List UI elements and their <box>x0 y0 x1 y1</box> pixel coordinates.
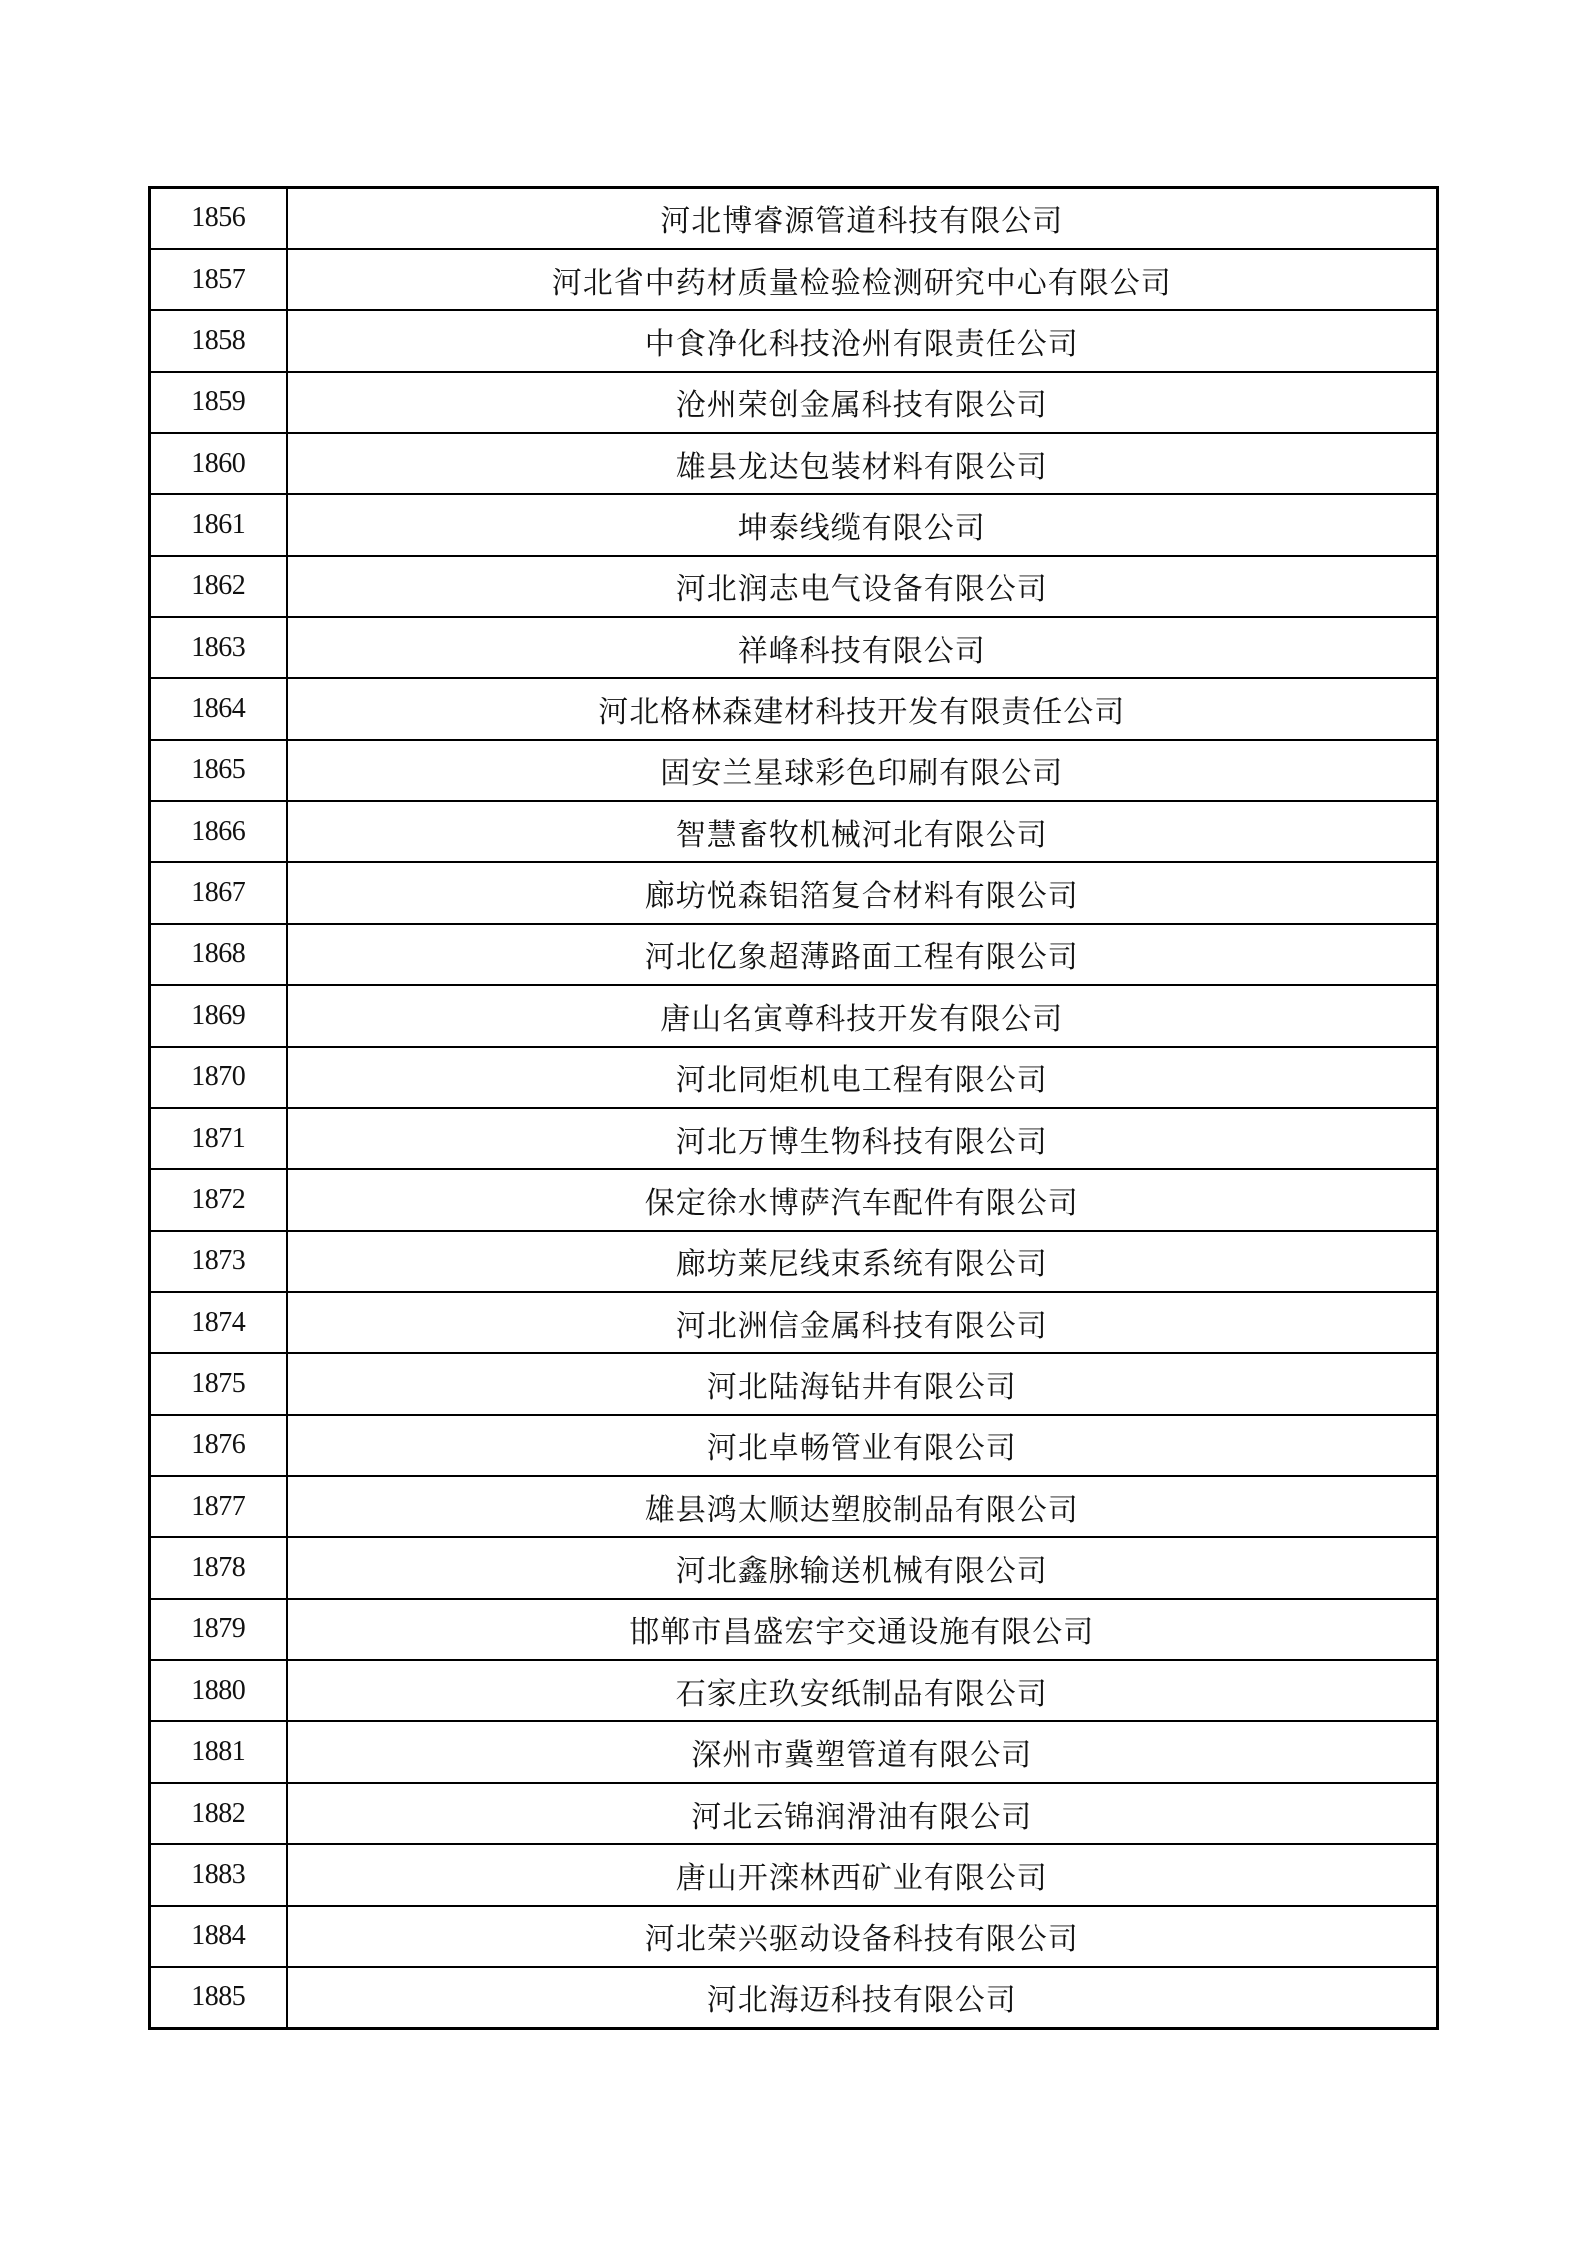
company-name-cell: 河北格林森建材科技开发有限责任公司 <box>287 678 1438 739</box>
table-row <box>150 1292 1438 1353</box>
row-number-cell: 1870 <box>150 1047 287 1108</box>
table-row <box>150 1108 1438 1169</box>
row-number-cell: 1879 <box>150 1599 287 1660</box>
company-name-cell: 唐山名寅尊科技开发有限公司 <box>287 985 1438 1046</box>
row-number-cell: 1862 <box>150 556 287 617</box>
row-number-cell: 1866 <box>150 801 287 862</box>
row-number-cell: 1880 <box>150 1660 287 1721</box>
row-number-cell: 1874 <box>150 1292 287 1353</box>
company-name-cell: 雄县龙达包装材料有限公司 <box>287 433 1438 494</box>
company-name-cell: 河北云锦润滑油有限公司 <box>287 1783 1438 1844</box>
table-row <box>150 924 1438 985</box>
row-number-cell: 1872 <box>150 1169 287 1230</box>
row-number-cell: 1875 <box>150 1353 287 1414</box>
row-number-cell: 1869 <box>150 985 287 1046</box>
table-row <box>150 1415 1438 1476</box>
company-name-cell: 智慧畜牧机械河北有限公司 <box>287 801 1438 862</box>
company-name-cell: 坤泰线缆有限公司 <box>287 494 1438 555</box>
row-number-cell: 1876 <box>150 1415 287 1476</box>
company-name-cell: 河北万博生物科技有限公司 <box>287 1108 1438 1169</box>
table-row <box>150 188 1438 249</box>
table-row <box>150 556 1438 617</box>
row-number-cell: 1873 <box>150 1231 287 1292</box>
row-number-cell: 1859 <box>150 372 287 433</box>
table-row <box>150 1537 1438 1598</box>
company-name-cell: 深州市冀塑管道有限公司 <box>287 1721 1438 1782</box>
table-row <box>150 862 1438 923</box>
company-list-table <box>148 186 1439 2030</box>
company-name-cell: 中食净化科技沧州有限责任公司 <box>287 310 1438 371</box>
table-row <box>150 310 1438 371</box>
row-number-cell: 1882 <box>150 1783 287 1844</box>
table-row <box>150 372 1438 433</box>
table-row <box>150 617 1438 678</box>
company-name-cell: 河北同炬机电工程有限公司 <box>287 1047 1438 1108</box>
table-row <box>150 1231 1438 1292</box>
company-name-cell: 河北卓畅管业有限公司 <box>287 1415 1438 1476</box>
table-row <box>150 1047 1438 1108</box>
table-row <box>150 678 1438 739</box>
company-name-cell: 河北润志电气设备有限公司 <box>287 556 1438 617</box>
row-number-cell: 1865 <box>150 740 287 801</box>
row-number-cell: 1883 <box>150 1844 287 1905</box>
table-row <box>150 433 1438 494</box>
row-number-cell: 1863 <box>150 617 287 678</box>
company-name-cell: 河北博睿源管道科技有限公司 <box>287 188 1438 249</box>
company-name-cell: 河北省中药材质量检验检测研究中心有限公司 <box>287 249 1438 310</box>
company-name-cell: 河北洲信金属科技有限公司 <box>287 1292 1438 1353</box>
table-row <box>150 494 1438 555</box>
row-number-cell: 1885 <box>150 1967 287 2028</box>
table-row <box>150 1599 1438 1660</box>
table-row <box>150 740 1438 801</box>
row-number-cell: 1861 <box>150 494 287 555</box>
company-name-cell: 河北陆海钻井有限公司 <box>287 1353 1438 1414</box>
company-name-cell: 雄县鸿太顺达塑胶制品有限公司 <box>287 1476 1438 1537</box>
row-number-cell: 1878 <box>150 1537 287 1598</box>
row-number-cell: 1858 <box>150 310 287 371</box>
table-row <box>150 249 1438 310</box>
table-row <box>150 1844 1438 1905</box>
company-name-cell: 河北亿象超薄路面工程有限公司 <box>287 924 1438 985</box>
company-name-cell: 河北鑫脉输送机械有限公司 <box>287 1537 1438 1598</box>
company-name-cell: 固安兰星球彩色印刷有限公司 <box>287 740 1438 801</box>
table-row <box>150 985 1438 1046</box>
table-row <box>150 1967 1438 2028</box>
row-number-cell: 1881 <box>150 1721 287 1782</box>
company-name-cell: 祥峰科技有限公司 <box>287 617 1438 678</box>
row-number-cell: 1884 <box>150 1906 287 1967</box>
row-number-cell: 1857 <box>150 249 287 310</box>
row-number-cell: 1867 <box>150 862 287 923</box>
table-row <box>150 1783 1438 1844</box>
row-number-cell: 1868 <box>150 924 287 985</box>
company-name-cell: 唐山开滦林西矿业有限公司 <box>287 1844 1438 1905</box>
company-name-cell: 廊坊悦森铝箔复合材料有限公司 <box>287 862 1438 923</box>
company-name-cell: 沧州荣创金属科技有限公司 <box>287 372 1438 433</box>
table-row <box>150 801 1438 862</box>
company-name-cell: 保定徐水博萨汽车配件有限公司 <box>287 1169 1438 1230</box>
table-row <box>150 1169 1438 1230</box>
company-name-cell: 邯郸市昌盛宏宇交通设施有限公司 <box>287 1599 1438 1660</box>
row-number-cell: 1864 <box>150 678 287 739</box>
row-number-cell: 1871 <box>150 1108 287 1169</box>
row-number-cell: 1856 <box>150 188 287 249</box>
table-body <box>150 188 1438 2029</box>
table-row <box>150 1660 1438 1721</box>
company-name-cell: 石家庄玖安纸制品有限公司 <box>287 1660 1438 1721</box>
company-name-cell: 河北海迈科技有限公司 <box>287 1967 1438 2028</box>
table-row <box>150 1353 1438 1414</box>
table-row <box>150 1476 1438 1537</box>
table-row <box>150 1906 1438 1967</box>
row-number-cell: 1860 <box>150 433 287 494</box>
company-name-cell: 河北荣兴驱动设备科技有限公司 <box>287 1906 1438 1967</box>
table-row <box>150 1721 1438 1782</box>
row-number-cell: 1877 <box>150 1476 287 1537</box>
company-name-cell: 廊坊莱尼线束系统有限公司 <box>287 1231 1438 1292</box>
